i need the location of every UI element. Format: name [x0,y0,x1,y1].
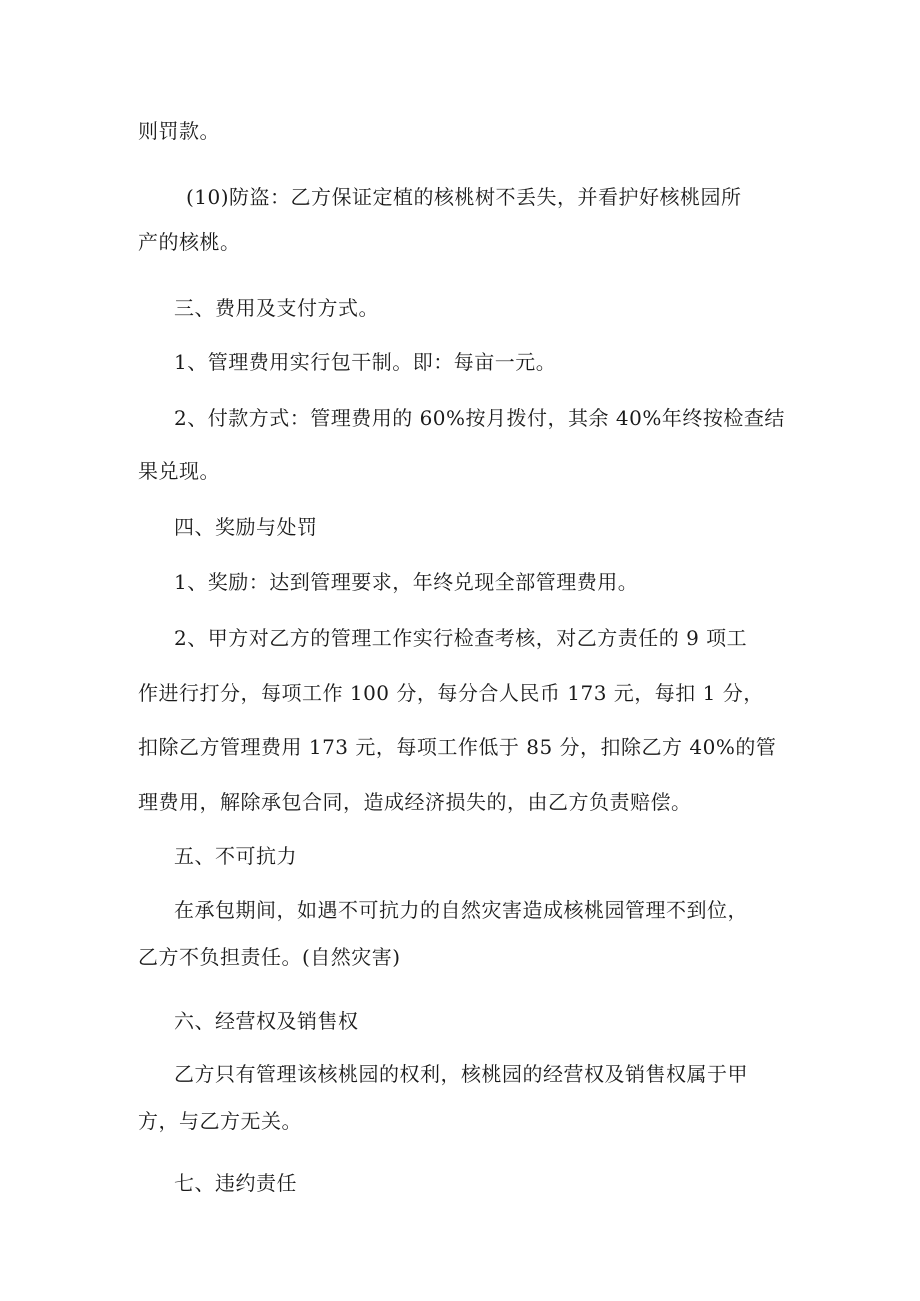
text-line-operation-rights: 乙方只有管理该核桃园的权利，核桃园的经营权及销售权属于甲 [174,1062,748,1086]
text-line-reward-item-2-cont: 理费用，解除承包合同，造成经济损失的，由乙方负责赔偿。 [138,790,692,814]
section-heading-fees: 三、费用及支付方式。 [174,296,379,320]
text-line-reward-item-2: 2、甲方对乙方的管理工作实行检查考核，对乙方责任的 9 项工 [174,626,748,650]
text-line-anti-theft-cont: 产的核桃。 [138,230,241,254]
text-line-reward-item-2-cont: 扣除乙方管理费用 173 元，每项工作低于 85 分，扣除乙方 40%的管 [138,735,777,759]
text-line-fee-item-1: 1、管理费用实行包干制。即：每亩一元。 [174,350,557,374]
text-line-fee-item-2-cont: 果兑现。 [138,459,220,483]
text-line-force-majeure-cont: 乙方不负担责任。(自然灾害) [138,945,401,969]
text-line-reward-item-2-cont: 作进行打分，每项工作 100 分，每分合人民币 173 元，每扣 1 分， [138,681,764,705]
text-line-fee-item-2: 2、付款方式：管理费用的 60%按月拨付，其余 40%年终按检查结 [174,406,785,430]
section-heading-operation-rights: 六、经营权及销售权 [174,1009,359,1033]
text-line-anti-theft: (10)防盗：乙方保证定植的核桃树不丢失，并看护好核桃园所 [186,185,742,209]
section-heading-rewards: 四、奖励与处罚 [174,515,318,539]
text-line-force-majeure: 在承包期间，如遇不可抗力的自然灾害造成核桃园管理不到位， [174,898,748,922]
text-line-reward-item-1: 1、奖励：达到管理要求，年终兑现全部管理费用。 [174,570,639,594]
section-heading-breach: 七、违约责任 [174,1171,297,1195]
text-line-penalty-end: 则罚款。 [138,119,220,143]
text-line-operation-rights-cont: 方，与乙方无关。 [138,1109,302,1133]
section-heading-force-majeure: 五、不可抗力 [174,844,297,868]
